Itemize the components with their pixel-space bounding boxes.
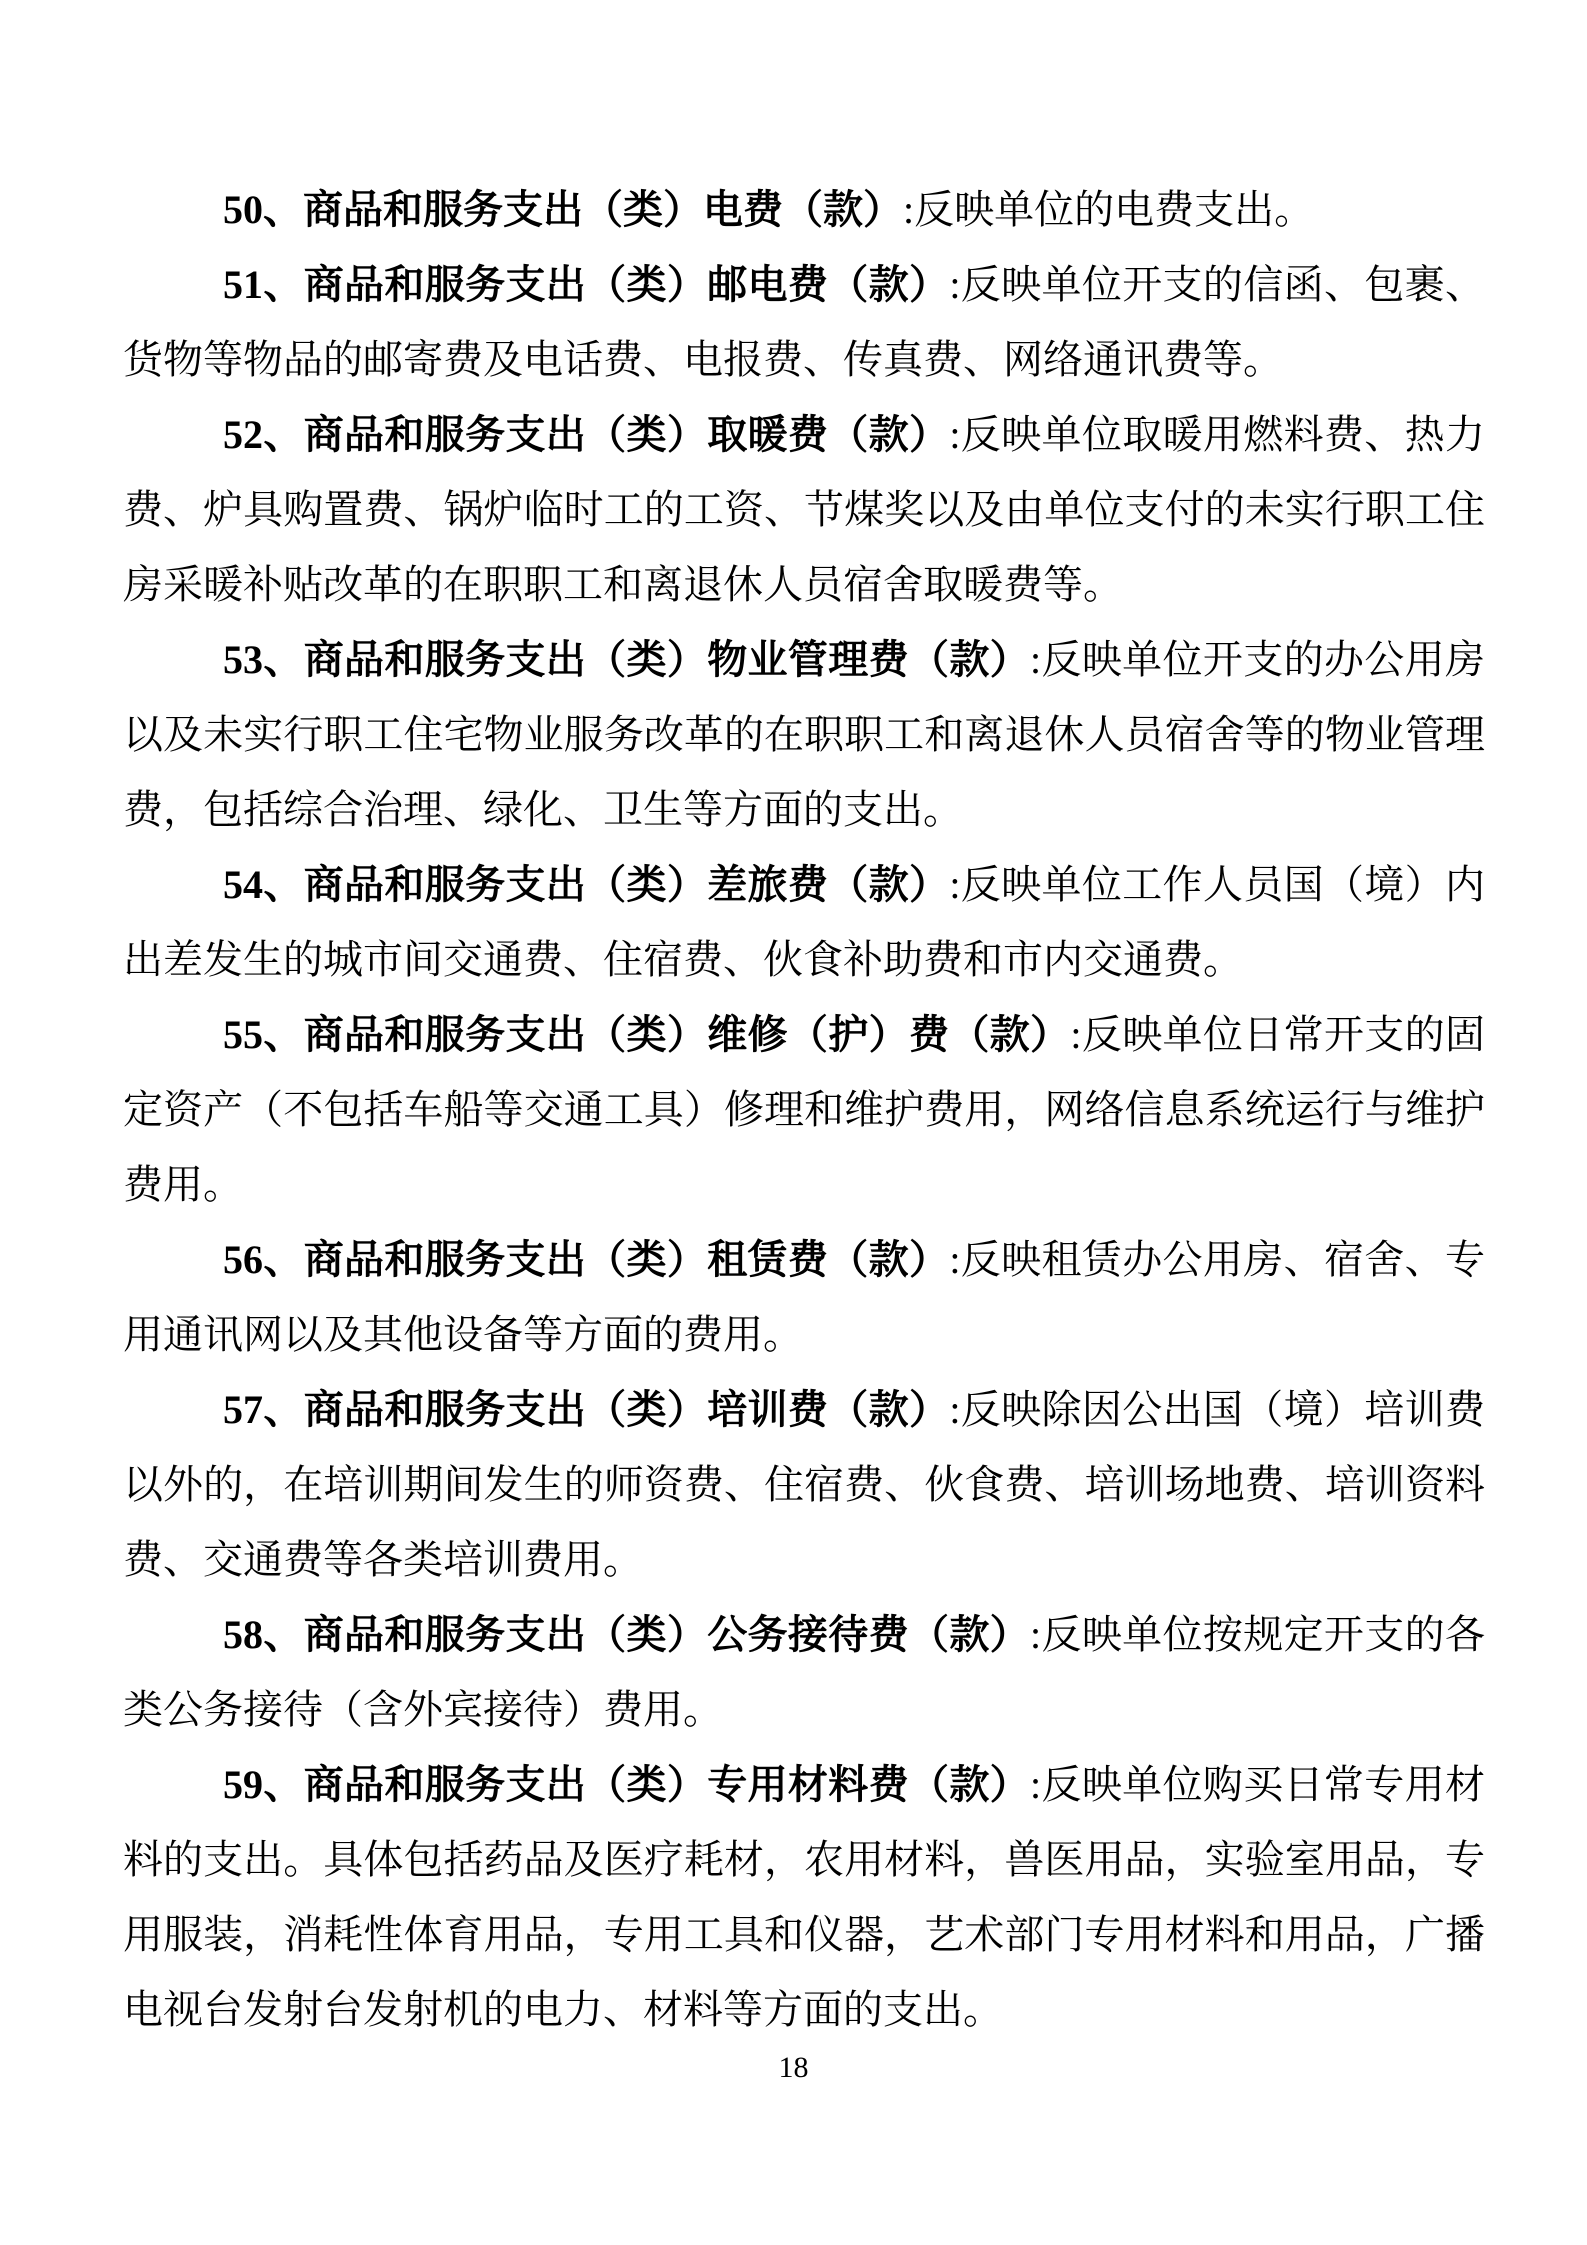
expense-item-57 <box>123 1372 1485 1597</box>
item-55-heading: 55、商品和服务支出（类）维修（护）费（款） <box>223 1012 1071 1057</box>
expense-item-53 <box>123 622 1485 847</box>
item-54-description: :反映单位工作人员国（境）内出差发生的城市间交通费、住宿费、伙食补助费和市内交通费。 <box>123 862 1486 982</box>
item-51-description: :反映单位开支的信函、包裹、货物等物品的邮寄费及电话费、电报费、传真费、网络通讯费等。 <box>123 262 1486 382</box>
item-53-heading: 53、商品和服务支出（类）物业管理费（款） <box>223 637 1031 682</box>
item-59-heading: 59、商品和服务支出（类）专用材料费（款） <box>223 1762 1031 1807</box>
item-50-description: :反映单位的电费支出。 <box>903 187 1315 232</box>
item-50-heading: 50、商品和服务支出（类）电费（款） <box>223 187 903 232</box>
item-56-heading: 56、商品和服务支出（类）租赁费（款） <box>223 1237 950 1282</box>
expense-item-54 <box>123 847 1485 997</box>
item-51-heading: 51、商品和服务支出（类）邮电费（款） <box>223 262 950 307</box>
expense-item-56 <box>123 1222 1485 1372</box>
item-57-heading: 57、商品和服务支出（类）培训费（款） <box>223 1387 950 1432</box>
item-58-heading: 58、商品和服务支出（类）公务接待费（款） <box>223 1612 1031 1657</box>
item-57-description: :反映除因公出国（境）培训费以外的，在培训期间发生的师资费、住宿费、伙食费、培训场地费、培训资料费、交通费等各类培训费用。 <box>123 1387 1486 1582</box>
item-52-heading: 52、商品和服务支出（类）取暖费（款） <box>223 412 950 457</box>
expense-item-50 <box>123 172 1485 247</box>
page-number: 18 <box>778 2051 809 2084</box>
expense-item-59 <box>123 1747 1485 2047</box>
item-53-description: :反映单位开支的办公用房以及未实行职工住宅物业服务改革的在职职工和离退休人员宿舍等的物业管理费，包括综合治理、绿化、卫生等方面的支出。 <box>123 637 1485 832</box>
item-59-description: :反映单位购买日常专用材料的支出。具体包括药品及医疗耗材，农用材料，兽医用品，实验室用品，专用服装，消耗性体育用品，专用工具和仪器，艺术部门专用材料和用品，广播电视台发射台发射机的电力、材料等方面的支出。 <box>123 1762 1485 2032</box>
document-content <box>123 172 1485 2047</box>
expense-item-55 <box>123 997 1485 1222</box>
item-55-description: :反映单位日常开支的固定资产（不包括车船等交通工具）修理和维护费用，网络信息系统运行与维护费用。 <box>123 1012 1485 1207</box>
expense-item-58 <box>123 1597 1485 1747</box>
item-56-description: :反映租赁办公用房、宿舍、专用通讯网以及其他设备等方面的费用。 <box>123 1237 1486 1357</box>
item-52-description: :反映单位取暖用燃料费、热力费、炉具购置费、锅炉临时工的工资、节煤奖以及由单位支付的未实行职工住房采暖补贴改革的在职职工和离退休人员宿舍取暖费等。 <box>123 412 1486 607</box>
item-54-heading: 54、商品和服务支出（类）差旅费（款） <box>223 862 950 907</box>
expense-item-52 <box>123 397 1485 622</box>
expense-item-51 <box>123 247 1485 397</box>
item-58-description: :反映单位按规定开支的各类公务接待（含外宾接待）费用。 <box>123 1612 1485 1732</box>
